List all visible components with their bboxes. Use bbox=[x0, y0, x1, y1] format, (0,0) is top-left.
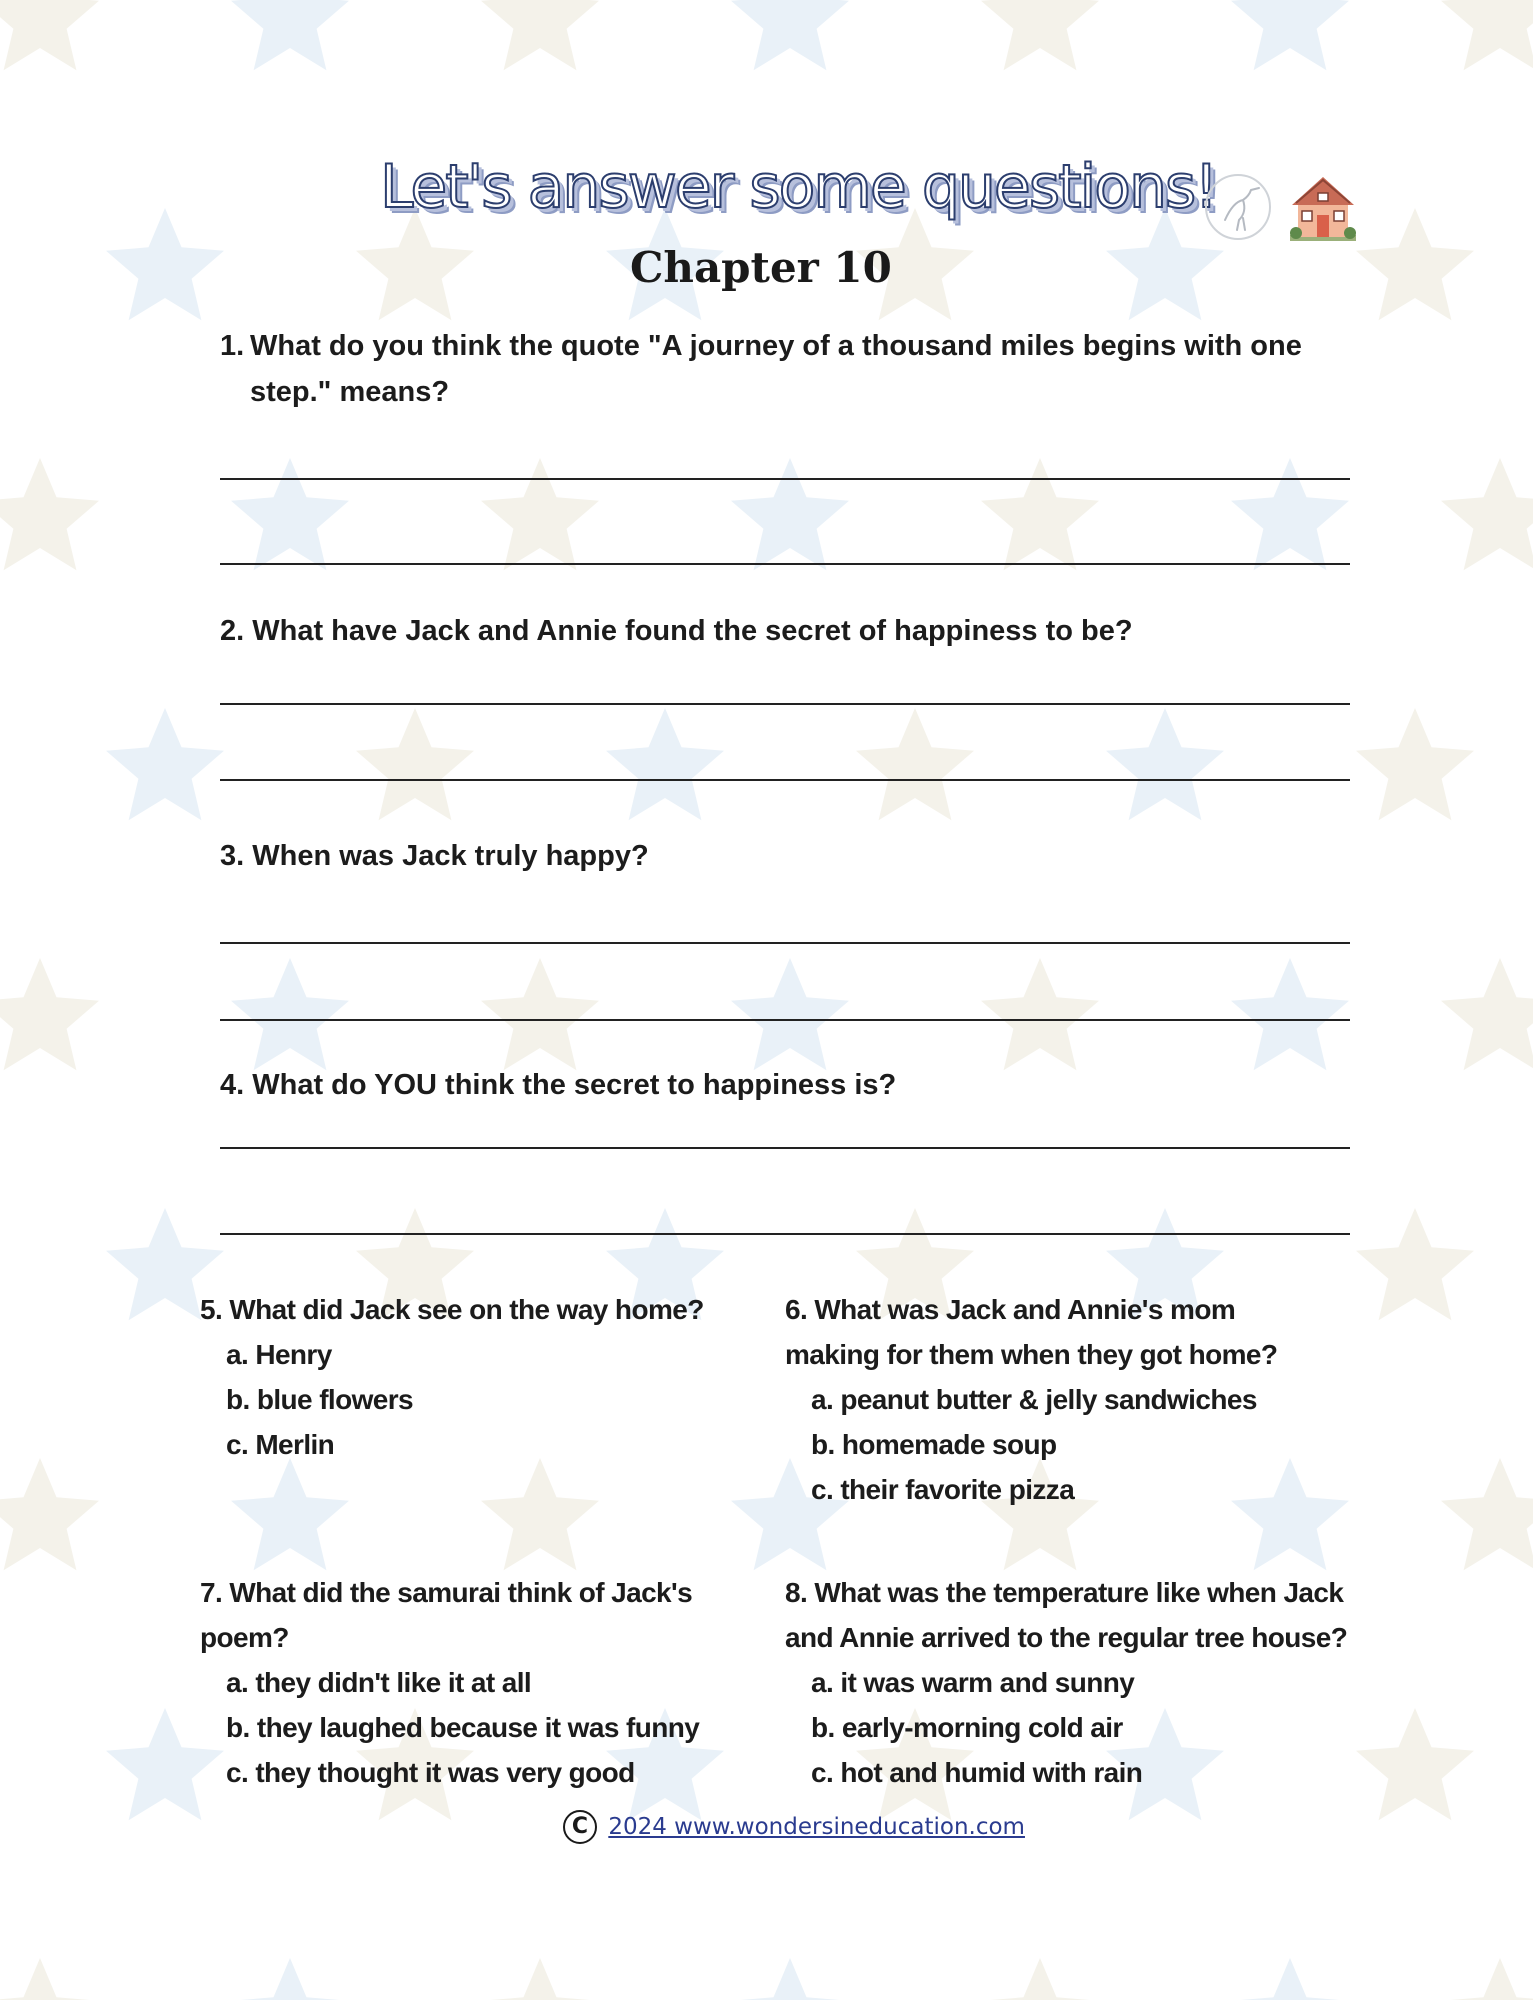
mc-stem: 6. What was Jack and Annie's mom bbox=[785, 1294, 1236, 1325]
multiple-choice-8 bbox=[785, 1570, 1385, 1795]
question-number: 1. bbox=[220, 330, 245, 362]
copyright-icon: C bbox=[563, 1810, 597, 1844]
answer-line[interactable] bbox=[220, 942, 1350, 944]
mc-stem: 8. What was the temperature like when Jack bbox=[785, 1577, 1344, 1608]
multiple-choice-6 bbox=[785, 1287, 1345, 1512]
mc-option[interactable]: b. early-morning cold air bbox=[811, 1712, 1123, 1743]
answer-line[interactable] bbox=[220, 563, 1350, 565]
mc-option[interactable]: c. their favorite pizza bbox=[811, 1474, 1075, 1505]
answer-line[interactable] bbox=[220, 1147, 1350, 1149]
answer-line[interactable] bbox=[220, 1019, 1350, 1021]
page-title: Let's answer some questions! bbox=[380, 152, 1217, 222]
mc-stem: making for them when they got home? bbox=[785, 1339, 1278, 1370]
mc-option[interactable]: a. they didn't like it at all bbox=[226, 1667, 532, 1698]
mc-option[interactable]: b. homemade soup bbox=[811, 1429, 1057, 1460]
mc-option[interactable]: a. it was warm and sunny bbox=[811, 1667, 1135, 1698]
website-link[interactable]: 2024 www.wondersineducation.com bbox=[608, 1814, 1025, 1840]
mc-option[interactable]: c. hot and humid with rain bbox=[811, 1757, 1143, 1788]
answer-line[interactable] bbox=[220, 779, 1350, 781]
mc-stem: and Annie arrived to the regular tree house? bbox=[785, 1622, 1348, 1653]
mc-stem: 5. What did Jack see on the way home? bbox=[200, 1294, 704, 1325]
mc-option[interactable]: c. they thought it was very good bbox=[226, 1757, 635, 1788]
question-2: 2. What have Jack and Annie found the secret of happiness to be? bbox=[220, 615, 1133, 647]
question-1 bbox=[220, 323, 1380, 415]
multiple-choice-5 bbox=[200, 1287, 760, 1467]
question-text: What do you think the quote "A journey of a thousand miles begins with one step." means? bbox=[250, 330, 1302, 408]
answer-line[interactable] bbox=[220, 1233, 1350, 1235]
multiple-choice-7 bbox=[200, 1570, 760, 1795]
house-icon bbox=[1282, 165, 1364, 247]
mc-option[interactable]: c. Merlin bbox=[226, 1429, 335, 1460]
mc-option[interactable]: a. Henry bbox=[226, 1339, 332, 1370]
question-4: 4. What do YOU think the secret to happiness is? bbox=[220, 1069, 897, 1101]
answer-line[interactable] bbox=[220, 703, 1350, 705]
mc-stem: poem? bbox=[200, 1622, 289, 1653]
mc-stem: 7. What did the samurai think of Jack's bbox=[200, 1577, 693, 1608]
footer bbox=[563, 1810, 1025, 1844]
question-3: 3. When was Jack truly happy? bbox=[220, 840, 649, 872]
stork-icon bbox=[1203, 172, 1273, 242]
answer-line[interactable] bbox=[220, 478, 1350, 480]
mc-option[interactable]: a. peanut butter & jelly sandwiches bbox=[811, 1384, 1257, 1415]
mc-option[interactable]: b. they laughed because it was funny bbox=[226, 1712, 700, 1743]
chapter-heading: Chapter 10 bbox=[630, 243, 892, 292]
mc-option[interactable]: b. blue flowers bbox=[226, 1384, 414, 1415]
